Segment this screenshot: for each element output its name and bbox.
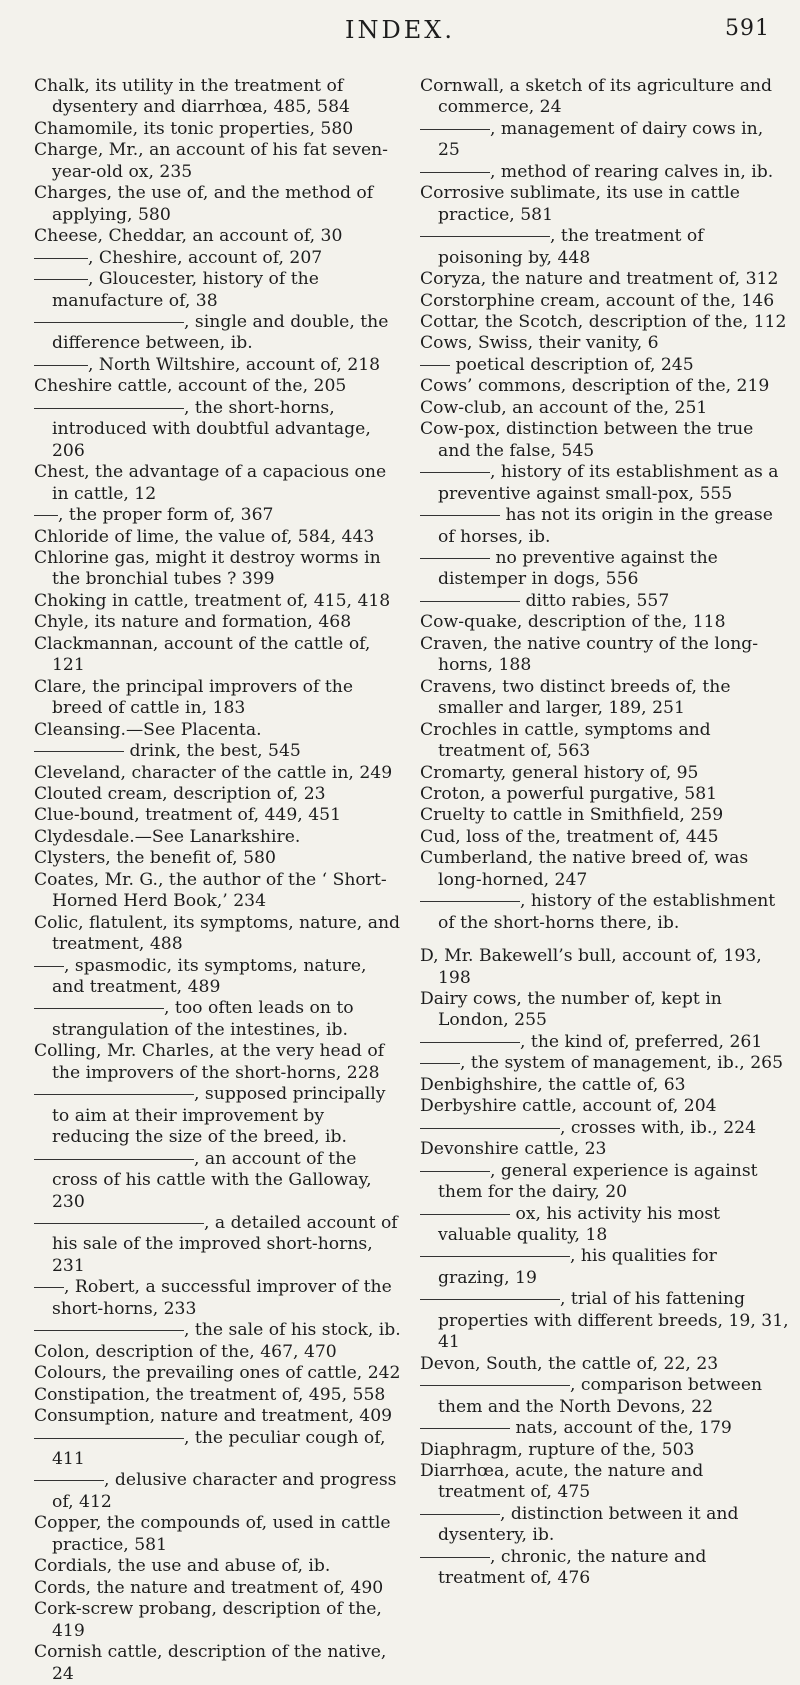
dash-rule bbox=[34, 1008, 164, 1009]
index-entry: Chlorine gas, might it destroy worms in the bronchial tubes ? 399 bbox=[34, 547, 381, 590]
index-entry: Chyle, its nature and formation, 468 bbox=[34, 612, 352, 633]
index-entry: Cleveland, character of the cattle in, 249 bbox=[34, 762, 393, 783]
dash-rule bbox=[34, 258, 88, 259]
page-title: INDEX. bbox=[345, 16, 455, 44]
index-entry: , history of its establishment as a preventive against small-pox, 555 bbox=[420, 462, 790, 505]
index-entry: Derbyshire cattle, account of, 204 bbox=[420, 1096, 717, 1117]
index-entry: Chloride of lime, the value of, 584, 443 bbox=[34, 526, 375, 547]
dash-rule bbox=[34, 1223, 204, 1224]
dash-rule bbox=[420, 172, 490, 173]
index-entry: Devonshire cattle, 23 bbox=[420, 1139, 607, 1160]
index-entry: Craven, the native country of the long-horns, 188 bbox=[420, 633, 759, 676]
index-entry: Copper, the compounds of, used in cattle practice, 581 bbox=[34, 1513, 391, 1555]
index-entry: Cottar, the Scotch, description of the, 112 bbox=[420, 311, 787, 332]
index-entry: Cows, Swiss, their vanity, 6 bbox=[420, 333, 659, 354]
index-entry: Clackmannan, account of the cattle of, 121 bbox=[34, 633, 371, 676]
index-entry: Cow-quake, description of the, 118 bbox=[420, 612, 726, 633]
index-entry: Cornish cattle, description of the native, 24 bbox=[34, 1642, 387, 1684]
index-entry: Colling, Mr. Charles, at the very head of the improvers of the short-horns, 228 bbox=[34, 1041, 385, 1083]
index-entry: Cow-pox, distinction between the true and the false, 545 bbox=[420, 419, 754, 461]
index-entry: Clydesdale.—See Lanarkshire. bbox=[34, 826, 301, 847]
index-entry: , delusive character and progress of, 412 bbox=[34, 1470, 404, 1513]
index-entry: Cows’ commons, description of the, 219 bbox=[420, 376, 770, 397]
dash-rule bbox=[34, 1094, 194, 1095]
index-entry: Choking in cattle, treatment of, 415, 418 bbox=[34, 590, 391, 611]
dash-rule bbox=[34, 966, 64, 967]
index-entry: Consumption, nature and treatment, 409 bbox=[34, 1406, 393, 1427]
index-entry: , crosses with, ib., 224 bbox=[420, 1118, 790, 1139]
index-entry: Constipation, the treatment of, 495, 558 bbox=[34, 1384, 386, 1405]
dash-rule bbox=[420, 1063, 460, 1064]
index-entry: , distinction between it and dysentery, ib. bbox=[420, 1504, 790, 1547]
index-entry: Crochles in cattle, symptoms and treatment of, 563 bbox=[420, 719, 711, 762]
index-entry: D, Mr. Bakewell’s bull, account of, 193, 198 bbox=[420, 946, 762, 988]
dash-rule bbox=[420, 365, 450, 366]
dash-rule bbox=[420, 1256, 570, 1257]
index-entry: , comparison between them and the North Devons, 22 bbox=[420, 1375, 790, 1418]
page-number: 591 bbox=[725, 16, 770, 41]
index-entry: ox, his activity his most valuable quality, 18 bbox=[420, 1204, 790, 1247]
index-entry: Clue-bound, treatment of, 449, 451 bbox=[34, 805, 342, 826]
index-entry: , the sale of his stock, ib. bbox=[34, 1320, 404, 1341]
index-entry: Diarrhœa, acute, the nature and treatment of, 475 bbox=[420, 1461, 704, 1503]
dash-rule bbox=[420, 472, 490, 473]
index-entry: Corstorphine cream, account of the, 146 bbox=[420, 290, 775, 311]
index-entry: Cromarty, general history of, 95 bbox=[420, 762, 699, 783]
dash-rule bbox=[34, 1287, 64, 1288]
index-entry: , Cheshire, account of, 207 bbox=[34, 248, 404, 269]
index-entry: Colon, description of the, 467, 470 bbox=[34, 1341, 337, 1362]
index-entry: , supposed principally to aim at their improvement by reducing the size of the breed, ib. bbox=[34, 1084, 404, 1148]
dash-rule bbox=[420, 601, 520, 602]
index-entry: , history of the establishment of the short-horns there, ib. bbox=[420, 891, 790, 934]
index-entry: Croton, a powerful purgative, 581 bbox=[420, 783, 718, 804]
dash-rule bbox=[34, 1159, 194, 1160]
dash-rule bbox=[34, 408, 184, 409]
dash-rule bbox=[34, 515, 58, 516]
index-entry: , trial of his fattening properties with different breeds, 19, 31, 41 bbox=[420, 1289, 790, 1353]
dash-rule bbox=[34, 279, 88, 280]
index-entry: Chalk, its utility in the treatment of dysentery and diarrhœa, 485, 584 bbox=[34, 76, 350, 118]
index-entry: Charges, the use of, and the method of applying, 580 bbox=[34, 183, 374, 225]
index-entry: , chronic, the nature and treatment of, 476 bbox=[420, 1547, 790, 1590]
index-entry: , single and double, the difference between, ib. bbox=[34, 312, 404, 355]
index-entry: Cud, loss of the, treatment of, 445 bbox=[420, 826, 719, 847]
dash-rule bbox=[34, 322, 184, 323]
index-entry: no preventive against the distemper in dogs, 556 bbox=[420, 548, 790, 591]
index-entry: Coates, Mr. G., the author of the ‘ Short-Horned Herd Book,’ 234 bbox=[34, 869, 387, 912]
index-entry: drink, the best, 545 bbox=[34, 741, 404, 762]
dash-rule bbox=[420, 1171, 490, 1172]
dash-rule bbox=[420, 236, 550, 237]
index-entry: , the kind of, preferred, 261 bbox=[420, 1032, 790, 1053]
index-entry: Cheshire cattle, account of the, 205 bbox=[34, 376, 347, 397]
dash-rule bbox=[420, 901, 520, 902]
index-entry: Cow-club, an account of the, 251 bbox=[420, 397, 708, 418]
dash-rule bbox=[420, 1042, 520, 1043]
dash-rule bbox=[420, 515, 500, 516]
index-entry: Cravens, two distinct breeds of, the smaller and larger, 189, 251 bbox=[420, 676, 731, 719]
index-entry: , Robert, a successful improver of the short-horns, 233 bbox=[34, 1277, 404, 1320]
dash-rule bbox=[420, 1428, 510, 1429]
index-entry: , his qualities for grazing, 19 bbox=[420, 1246, 790, 1289]
index-entry: , too often leads on to strangulation of the intestines, ib. bbox=[34, 998, 404, 1041]
index-entry: , North Wiltshire, account of, 218 bbox=[34, 355, 404, 376]
index-entry: Clouted cream, description of, 23 bbox=[34, 783, 326, 804]
index-entry: Cordials, the use and abuse of, ib. bbox=[34, 1556, 331, 1577]
index-entry: , the peculiar cough of, 411 bbox=[34, 1428, 404, 1471]
dash-rule bbox=[34, 751, 124, 752]
dash-rule bbox=[34, 1480, 104, 1481]
dash-rule bbox=[420, 1514, 500, 1515]
index-entry: Cork-screw probang, description of the, 419 bbox=[34, 1599, 382, 1641]
index-entry: , the short-horns, introduced with doubtful advantage, 206 bbox=[34, 398, 404, 462]
dash-rule bbox=[34, 1330, 184, 1331]
index-entry: , an account of the cross of his cattle with the Galloway, 230 bbox=[34, 1149, 404, 1213]
index-entry: Chest, the advantage of a capacious one in cattle, 12 bbox=[34, 462, 387, 504]
index-entry: , spasmodic, its symptoms, nature, and treatment, 489 bbox=[34, 956, 404, 999]
index-entry: Dairy cows, the number of, kept in London, 255 bbox=[420, 989, 722, 1031]
index-entry: nats, account of the, 179 bbox=[420, 1418, 790, 1439]
index-entry: Colours, the prevailing ones of cattle, 242 bbox=[34, 1363, 401, 1384]
dash-rule bbox=[420, 558, 490, 559]
index-entry: Denbighshire, the cattle of, 63 bbox=[420, 1074, 686, 1095]
index-entry: , method of rearing calves in, ib. bbox=[420, 162, 790, 183]
dash-rule bbox=[420, 1385, 570, 1386]
dash-rule bbox=[420, 1128, 560, 1129]
index-entry: Diaphragm, rupture of the, 503 bbox=[420, 1439, 695, 1460]
index-entry: Cruelty to cattle in Smithfield, 259 bbox=[420, 805, 724, 826]
index-entry: , Gloucester, history of the manufacture of, 38 bbox=[34, 269, 404, 312]
index-entry: Charge, Mr., an account of his fat seven-year-old ox, 235 bbox=[34, 140, 388, 182]
index-entry: Cumberland, the native breed of, was long-horned, 247 bbox=[420, 848, 749, 890]
index-entry: has not its origin in the grease of horses, ib. bbox=[420, 505, 790, 548]
left-column bbox=[34, 76, 404, 1685]
right-column bbox=[420, 76, 790, 1590]
index-entry: Cheese, Cheddar, an account of, 30 bbox=[34, 226, 343, 247]
index-entry: poetical description of, 245 bbox=[420, 355, 790, 376]
dash-rule bbox=[34, 1438, 184, 1439]
index-entry: , a detailed account of his sale of the improved short-horns, 231 bbox=[34, 1213, 404, 1277]
index-entry: Cornwall, a sketch of its agriculture and commerce, 24 bbox=[420, 76, 773, 118]
dash-rule bbox=[420, 1299, 560, 1300]
index-entry: Clysters, the benefit of, 580 bbox=[34, 848, 276, 869]
dash-rule bbox=[420, 1214, 510, 1215]
index-entry: Chamomile, its tonic properties, 580 bbox=[34, 118, 354, 139]
dash-rule bbox=[420, 1557, 490, 1558]
dash-rule bbox=[420, 129, 490, 130]
index-entry: , the treatment of poisoning by, 448 bbox=[420, 226, 790, 269]
index-entry: Clare, the principal improvers of the breed of cattle in, 183 bbox=[34, 676, 354, 719]
index-entry: Coryza, the nature and treatment of, 312 bbox=[420, 269, 779, 290]
index-entry: , management of dairy cows in, 25 bbox=[420, 119, 790, 162]
page-header bbox=[0, 8, 800, 48]
index-entry: , general experience is against them for the dairy, 20 bbox=[420, 1161, 790, 1204]
index-entry: Cleansing.—See Placenta. bbox=[34, 719, 262, 740]
index-entry: Cords, the nature and treatment of, 490 bbox=[34, 1577, 384, 1598]
index-entry: Devon, South, the cattle of, 22, 23 bbox=[420, 1353, 719, 1374]
index-entry: ditto rabies, 557 bbox=[420, 591, 790, 612]
dash-rule bbox=[34, 365, 88, 366]
index-entry: , the proper form of, 367 bbox=[34, 505, 404, 526]
index-entry: , the system of management, ib., 265 bbox=[420, 1053, 790, 1074]
index-entry: Colic, flatulent, its symptoms, nature, and treatment, 488 bbox=[34, 912, 401, 955]
index-entry: Corrosive sublimate, its use in cattle practice, 581 bbox=[420, 183, 740, 225]
